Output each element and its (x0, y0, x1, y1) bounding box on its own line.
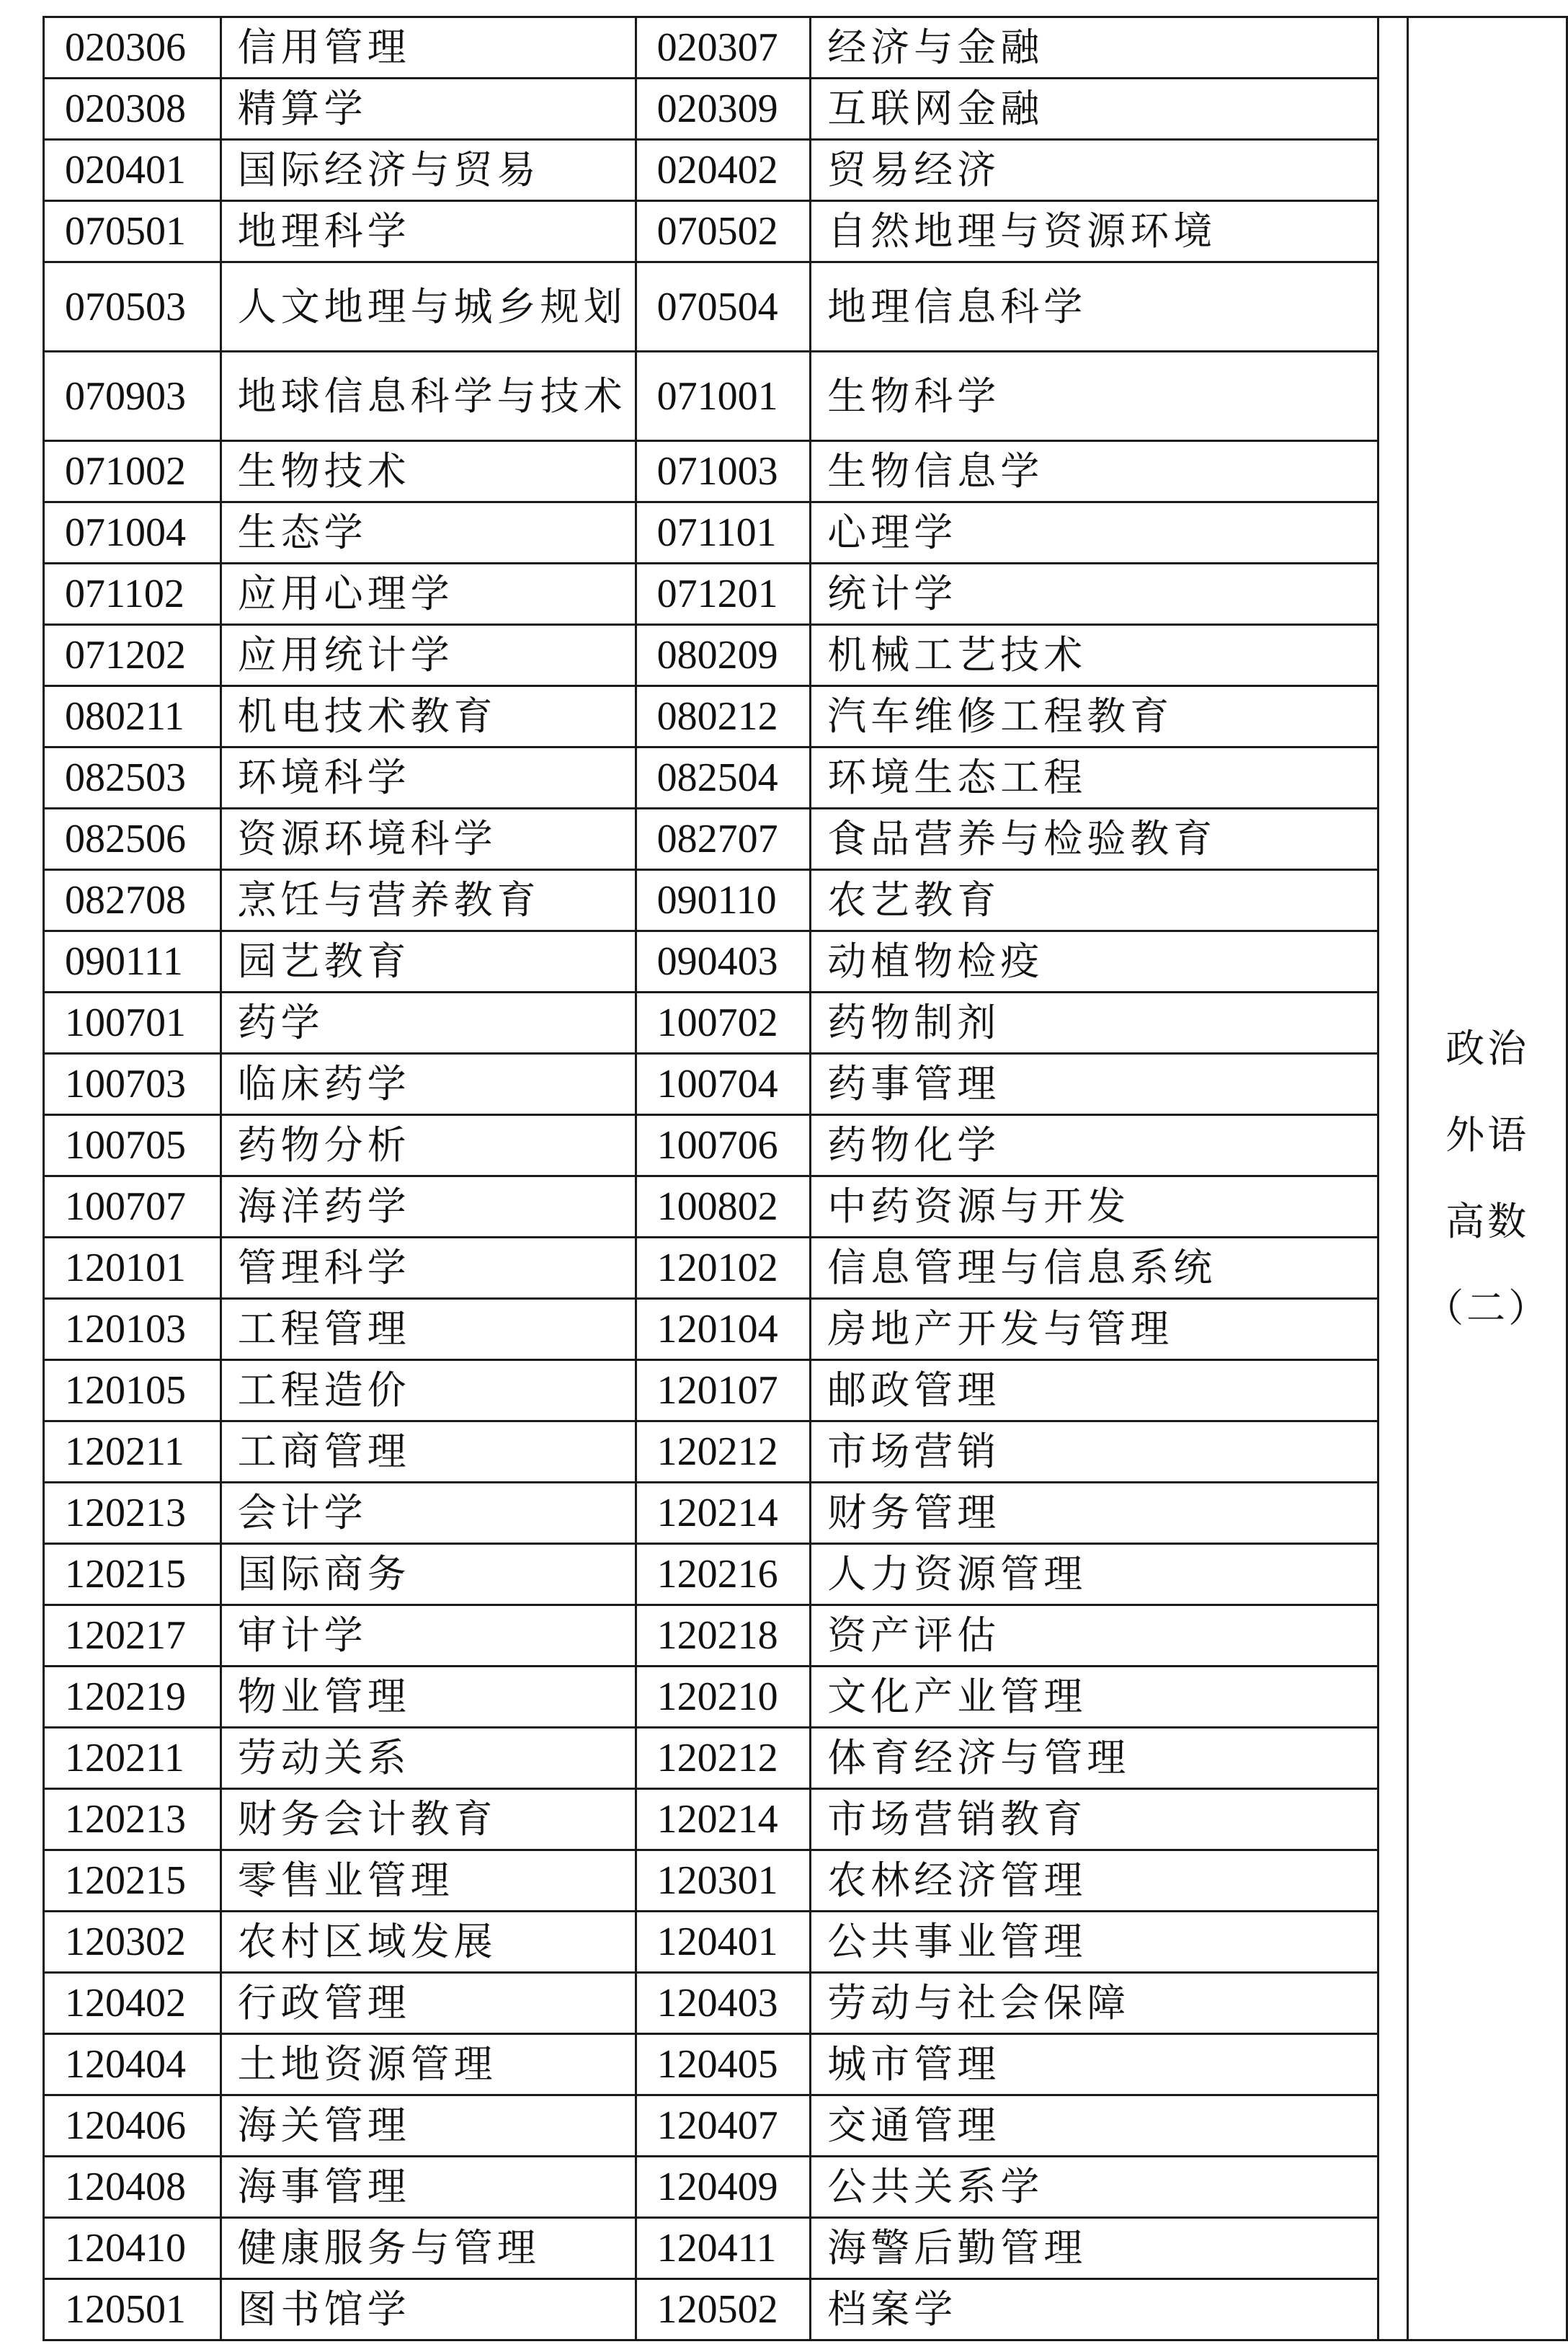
table-row (44, 1789, 1567, 1850)
major-name-cell: 城市管理 (811, 2034, 1378, 2095)
major-name-cell: 信用管理 (220, 17, 636, 79)
major-code-cell: 071001 (636, 352, 811, 441)
table-row (44, 201, 1567, 262)
table-row (44, 1360, 1567, 1421)
table-row (44, 2157, 1567, 2218)
major-code-cell: 120302 (44, 1912, 221, 1973)
major-code-cell: 070501 (44, 201, 221, 262)
table-row (44, 931, 1567, 993)
major-name-cell: 药物化学 (811, 1115, 1378, 1176)
table-row (44, 747, 1567, 809)
major-code-cell: 071202 (44, 625, 221, 686)
major-code-cell: 082708 (44, 870, 221, 931)
table-row (44, 1912, 1567, 1973)
table-row (44, 1667, 1567, 1728)
major-name-cell: 环境生态工程 (811, 747, 1378, 809)
major-code-cell: 120104 (636, 1299, 811, 1360)
exam-subjects-cell (1408, 17, 1567, 2340)
major-code-cell: 120214 (636, 1483, 811, 1544)
major-code-cell: 070903 (44, 352, 221, 441)
major-code-cell: 120219 (44, 1667, 221, 1728)
major-name-cell: 工商管理 (220, 1421, 636, 1483)
table-row (44, 502, 1567, 564)
major-name-cell: 药学 (220, 993, 636, 1054)
exam-subject: （二） (1425, 1285, 1551, 1331)
major-name-cell: 互联网金融 (811, 79, 1378, 140)
major-name-cell: 地球信息科学与技术 (220, 352, 636, 441)
major-code-cell: 020402 (636, 140, 811, 201)
major-code-cell: 082707 (636, 809, 811, 870)
major-code-cell: 082504 (636, 747, 811, 809)
major-code-cell: 100703 (44, 1054, 221, 1115)
major-name-cell: 工程造价 (220, 1360, 636, 1421)
major-code-cell: 120213 (44, 1789, 221, 1850)
major-name-cell: 交通管理 (811, 2095, 1378, 2157)
major-name-cell: 零售业管理 (220, 1850, 636, 1912)
major-name-cell: 市场营销教育 (811, 1789, 1378, 1850)
blank-column (1378, 17, 1408, 2340)
major-code-cell: 070503 (44, 262, 221, 352)
major-code-cell: 020309 (636, 79, 811, 140)
major-name-cell: 农林经济管理 (811, 1850, 1378, 1912)
major-name-cell: 劳动关系 (220, 1728, 636, 1789)
major-code-cell: 080209 (636, 625, 811, 686)
major-name-cell: 文化产业管理 (811, 1667, 1378, 1728)
table-row (44, 870, 1567, 931)
major-code-cell: 120411 (636, 2218, 811, 2279)
table-row (44, 1850, 1567, 1912)
major-name-cell: 地理科学 (220, 201, 636, 262)
major-name-cell: 生物信息学 (811, 441, 1378, 502)
major-name-cell: 管理科学 (220, 1238, 636, 1299)
major-name-cell: 食品营养与检验教育 (811, 809, 1378, 870)
major-name-cell: 财务会计教育 (220, 1789, 636, 1850)
major-code-cell: 100701 (44, 993, 221, 1054)
major-code-cell: 120408 (44, 2157, 221, 2218)
major-code-cell: 071004 (44, 502, 221, 564)
major-name-cell: 国际商务 (220, 1544, 636, 1605)
major-code-cell: 120213 (44, 1483, 221, 1544)
table-row (44, 1483, 1567, 1544)
major-name-cell: 海洋药学 (220, 1176, 636, 1238)
exam-subject: 政治 (1446, 1026, 1530, 1071)
major-name-cell: 公共关系学 (811, 2157, 1378, 2218)
major-code-cell: 020306 (44, 17, 221, 79)
major-name-cell: 贸易经济 (811, 140, 1378, 201)
major-name-cell: 中药资源与开发 (811, 1176, 1378, 1238)
major-code-cell: 120101 (44, 1238, 221, 1299)
major-name-cell: 工程管理 (220, 1299, 636, 1360)
table-row (44, 564, 1567, 625)
major-code-cell: 020307 (636, 17, 811, 79)
major-code-cell: 120107 (636, 1360, 811, 1421)
major-code-cell: 071003 (636, 441, 811, 502)
major-code-cell: 071101 (636, 502, 811, 564)
major-name-cell: 会计学 (220, 1483, 636, 1544)
major-code-cell: 120406 (44, 2095, 221, 2157)
table-row (44, 993, 1567, 1054)
table-row (44, 1421, 1567, 1483)
table-row (44, 1176, 1567, 1238)
major-code-table (43, 16, 1568, 2341)
major-name-cell: 心理学 (811, 502, 1378, 564)
table-row (44, 1115, 1567, 1176)
major-name-cell: 汽车维修工程教育 (811, 686, 1378, 747)
major-code-cell: 120217 (44, 1605, 221, 1667)
major-code-cell: 090403 (636, 931, 811, 993)
major-name-cell: 药事管理 (811, 1054, 1378, 1115)
major-code-cell: 120212 (636, 1421, 811, 1483)
major-code-cell: 100704 (636, 1054, 811, 1115)
table-row (44, 262, 1567, 352)
major-code-cell: 070502 (636, 201, 811, 262)
major-name-cell: 体育经济与管理 (811, 1728, 1378, 1789)
major-name-cell: 生态学 (220, 502, 636, 564)
major-name-cell: 应用心理学 (220, 564, 636, 625)
major-code-cell: 100707 (44, 1176, 221, 1238)
major-name-cell: 财务管理 (811, 1483, 1378, 1544)
major-name-cell: 人力资源管理 (811, 1544, 1378, 1605)
major-name-cell: 邮政管理 (811, 1360, 1378, 1421)
table-row (44, 1544, 1567, 1605)
major-code-cell: 071201 (636, 564, 811, 625)
major-code-cell: 120405 (636, 2034, 811, 2095)
table-row (44, 809, 1567, 870)
table-row (44, 625, 1567, 686)
major-code-cell: 090111 (44, 931, 221, 993)
table-row (44, 1605, 1567, 1667)
table-body (44, 17, 1567, 2340)
major-code-cell: 080212 (636, 686, 811, 747)
table-row (44, 1973, 1567, 2034)
major-code-cell: 100802 (636, 1176, 811, 1238)
table-row (44, 17, 1567, 79)
major-code-cell: 100706 (636, 1115, 811, 1176)
major-code-cell: 120502 (636, 2279, 811, 2340)
major-name-cell: 市场营销 (811, 1421, 1378, 1483)
major-name-cell: 应用统计学 (220, 625, 636, 686)
major-code-cell: 080211 (44, 686, 221, 747)
table-row (44, 441, 1567, 502)
major-code-cell: 120103 (44, 1299, 221, 1360)
major-name-cell: 精算学 (220, 79, 636, 140)
major-code-cell: 120301 (636, 1850, 811, 1912)
major-name-cell: 环境科学 (220, 747, 636, 809)
table-row (44, 352, 1567, 441)
major-name-cell: 经济与金融 (811, 17, 1378, 79)
major-name-cell: 资源环境科学 (220, 809, 636, 870)
major-name-cell: 药物制剂 (811, 993, 1378, 1054)
major-name-cell: 农艺教育 (811, 870, 1378, 931)
major-name-cell: 土地资源管理 (220, 2034, 636, 2095)
major-code-cell: 070504 (636, 262, 811, 352)
major-code-cell: 100702 (636, 993, 811, 1054)
major-name-cell: 园艺教育 (220, 931, 636, 993)
major-code-cell: 120404 (44, 2034, 221, 2095)
table-row (44, 686, 1567, 747)
major-code-cell: 020308 (44, 79, 221, 140)
major-name-cell: 统计学 (811, 564, 1378, 625)
major-code-cell: 090110 (636, 870, 811, 931)
table-row (44, 79, 1567, 140)
major-code-cell: 120501 (44, 2279, 221, 2340)
exam-subject: 高数 (1446, 1199, 1530, 1244)
major-name-cell: 公共事业管理 (811, 1912, 1378, 1973)
major-code-cell: 120402 (44, 1973, 221, 2034)
major-name-cell: 行政管理 (220, 1973, 636, 2034)
major-name-cell: 资产评估 (811, 1605, 1378, 1667)
table-row (44, 2218, 1567, 2279)
exam-subject: 外语 (1446, 1112, 1530, 1158)
major-name-cell: 国际经济与贸易 (220, 140, 636, 201)
major-code-cell: 120218 (636, 1605, 811, 1667)
major-name-cell: 烹饪与营养教育 (220, 870, 636, 931)
major-name-cell: 临床药学 (220, 1054, 636, 1115)
major-name-cell: 档案学 (811, 2279, 1378, 2340)
major-code-cell: 082506 (44, 809, 221, 870)
major-name-cell: 图书馆学 (220, 2279, 636, 2340)
table-row (44, 1238, 1567, 1299)
major-code-cell: 120102 (636, 1238, 811, 1299)
major-code-cell: 120215 (44, 1850, 221, 1912)
table-row (44, 140, 1567, 201)
major-code-cell: 120105 (44, 1360, 221, 1421)
major-name-cell: 人文地理与城乡规划 (220, 262, 636, 352)
major-code-cell: 120214 (636, 1789, 811, 1850)
table-row (44, 2279, 1567, 2340)
major-name-cell: 机电技术教育 (220, 686, 636, 747)
major-name-cell: 药物分析 (220, 1115, 636, 1176)
major-name-cell: 动植物检疫 (811, 931, 1378, 993)
table-row (44, 2034, 1567, 2095)
major-name-cell: 机械工艺技术 (811, 625, 1378, 686)
major-code-cell: 120407 (636, 2095, 811, 2157)
major-code-cell: 120403 (636, 1973, 811, 2034)
major-name-cell: 房地产开发与管理 (811, 1299, 1378, 1360)
table-row (44, 1054, 1567, 1115)
major-name-cell: 生物科学 (811, 352, 1378, 441)
table-row (44, 1728, 1567, 1789)
major-name-cell: 农村区域发展 (220, 1912, 636, 1973)
major-name-cell: 海警后勤管理 (811, 2218, 1378, 2279)
major-code-cell: 120211 (44, 1728, 221, 1789)
major-code-cell: 082503 (44, 747, 221, 809)
table-row (44, 2095, 1567, 2157)
major-name-cell: 劳动与社会保障 (811, 1973, 1378, 2034)
major-name-cell: 物业管理 (220, 1667, 636, 1728)
major-code-cell: 071002 (44, 441, 221, 502)
major-name-cell: 审计学 (220, 1605, 636, 1667)
major-name-cell: 生物技术 (220, 441, 636, 502)
major-name-cell: 健康服务与管理 (220, 2218, 636, 2279)
major-code-cell: 120215 (44, 1544, 221, 1605)
major-code-cell: 120210 (636, 1667, 811, 1728)
major-name-cell: 信息管理与信息系统 (811, 1238, 1378, 1299)
major-code-cell: 120410 (44, 2218, 221, 2279)
major-name-cell: 海关管理 (220, 2095, 636, 2157)
table-row (44, 1299, 1567, 1360)
major-code-cell: 020401 (44, 140, 221, 201)
major-name-cell: 地理信息科学 (811, 262, 1378, 352)
major-code-cell: 120212 (636, 1728, 811, 1789)
major-code-cell: 120216 (636, 1544, 811, 1605)
major-code-cell: 071102 (44, 564, 221, 625)
major-name-cell: 自然地理与资源环境 (811, 201, 1378, 262)
major-name-cell: 海事管理 (220, 2157, 636, 2218)
major-code-cell: 120211 (44, 1421, 221, 1483)
major-code-cell: 120401 (636, 1912, 811, 1973)
major-code-cell: 100705 (44, 1115, 221, 1176)
major-code-cell: 120409 (636, 2157, 811, 2218)
